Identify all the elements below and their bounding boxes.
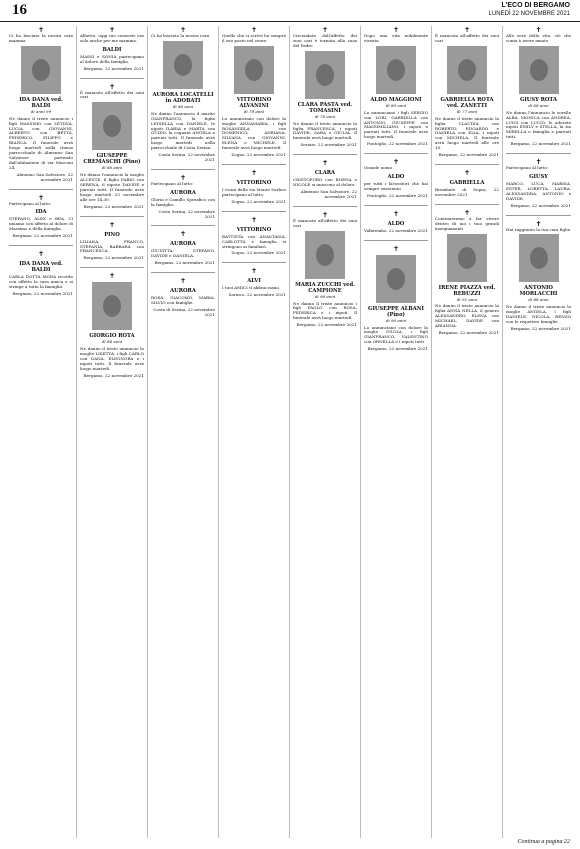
deceased-age: di anni 99 (30, 108, 52, 114)
column (290, 26, 361, 838)
deceased-name: VITTORINO (236, 179, 272, 186)
portrait-silhouette (458, 59, 476, 81)
deceased-name: GIUSY ROTA (519, 96, 558, 103)
notice-place-date: Pontoglio, 22 novembre 2021 (366, 141, 428, 147)
notice-place-date: Costa di Serina, 22 novembre 2021 (153, 306, 215, 317)
notice-divider (9, 245, 73, 246)
masthead (489, 2, 570, 18)
notice-divider (293, 206, 357, 207)
deceased-name: AURORA (170, 189, 196, 196)
page-number: 16 (12, 2, 27, 18)
deceased-age: di 78 anni (314, 113, 336, 119)
deceased-age: di 78 anni (243, 108, 265, 114)
notice-text: Gloria e Camillo Spreafico con la famiglia. (151, 196, 215, 207)
obituary-notice (80, 272, 144, 378)
notice-place-date: Bergamo, 22 novembre 2021 (83, 255, 144, 261)
notice-text: CARLA DOTTA MORA ricorda con affetto la cara amica e si stringe a tutta la famiglia. (9, 274, 73, 289)
notice-place-date: Bergamo, 22 novembre 2021 (12, 233, 73, 239)
obituary-notice (293, 26, 357, 148)
cross-icon: ✝ (251, 267, 257, 276)
notice-text: MASSI e SONIA partecipano al dolore della famiglia. (80, 53, 144, 64)
deceased-age: di 86 anni (172, 103, 194, 109)
obituary-notice (9, 194, 73, 240)
deceased-age: di 89 anni (385, 102, 407, 108)
portrait-photo (376, 46, 416, 94)
column (432, 26, 503, 838)
portrait-photo (21, 46, 61, 94)
notice-text: CRISTOFORO con BOENA e NICOLE si uniscono al dolore. (293, 177, 357, 188)
cross-icon: ✝ (180, 26, 186, 34)
portrait-silhouette (530, 247, 548, 269)
deceased-name: IRENE PIAZZA ved. REBUZZI (438, 284, 496, 297)
portrait-photo (92, 102, 132, 150)
deceased-name: MARIA ZUCCHI ved. CAMPIONE (295, 281, 355, 294)
portrait-photo (234, 46, 274, 94)
publication-date: LUNEDÌ 22 NOVEMBRE 2021 (488, 11, 570, 17)
obituary-notice (364, 158, 428, 199)
notice-divider (222, 164, 286, 165)
portrait-photo (519, 234, 559, 282)
notice-text: ROSA, GIACOMO, MARIA, SILVIO con famiglie. (151, 295, 215, 306)
cross-icon: ✝ (464, 208, 470, 217)
obituary-notice (293, 211, 357, 328)
notice-divider (9, 189, 73, 190)
portrait-silhouette (245, 59, 263, 81)
cross-icon: ✝ (322, 159, 328, 168)
notice-intro: Circondata dall'affetto dei suoi cari è tornata alla casa del Padre (293, 33, 357, 48)
cross-icon: ✝ (393, 26, 399, 34)
notice-divider (435, 204, 499, 205)
notice-place-date: Bergamo, 22 novembre 2021 (154, 260, 215, 266)
deceased-age: di 92 anni (456, 296, 478, 302)
column (6, 26, 77, 838)
notice-place-date: Bergamo, 22 novembre 2021 (296, 322, 357, 328)
notice-intro: Partecipano al lutto: (9, 200, 52, 206)
notice-intro: Continueremo a far vivere dentro di noi i tuoi grandi insegnamenti (435, 215, 499, 231)
deceased-name: AURORA LOCATELLI in ADOBATI (152, 91, 214, 104)
deceased-name: IDA (35, 209, 47, 216)
notice-text: MARCO, LUCA, MARISA, ESTER, LORETTA, LAURA, ALESSANDRA, ANTONIO e DAVIDE. (506, 180, 571, 201)
obituary-notice (151, 230, 215, 266)
notice-text: I vicini della via Monte Sorbeo partecipano al lutto. (222, 186, 286, 197)
cross-icon: ✝ (393, 209, 399, 218)
notice-place-date: Costa Serina, 22 novembre 2021 (158, 208, 215, 219)
cross-icon: ✝ (251, 26, 257, 34)
notice-intro: Ci ha lasciato la nostra cara (151, 33, 210, 38)
portrait-silhouette (530, 59, 548, 81)
deceased-age: di 77 anni (456, 108, 478, 114)
deceased-name: ALDO (387, 220, 405, 227)
notice-divider (151, 169, 215, 170)
cross-icon: ✝ (393, 244, 399, 253)
notice-place-date: Zogno, 22 novembre 2021 (231, 250, 286, 256)
deceased-name: CLARA (314, 170, 336, 177)
notice-text: BATTISTA con ANASTASIA, CARLOTTA e famiglia si stringono ai familiari. (222, 233, 286, 249)
portrait-silhouette (387, 59, 405, 81)
cross-icon: ✝ (535, 26, 542, 34)
cross-icon: ✝ (38, 193, 44, 202)
deceased-name: AURORA (170, 241, 196, 248)
obituary-notice (9, 26, 73, 183)
obituary-notice (364, 26, 428, 147)
notice-intro: Quello che ci scrive ha sempre il suo posto nel cuore. (222, 33, 286, 43)
page-header (0, 0, 580, 22)
deceased-name: GIUSEPPE ALBANI (Pino) (368, 305, 424, 318)
notice-text: Ne danno l'annuncio le sorelle ALBA, MONICA con ANDREA, LUIGI con LUCIO, le adorate nipoti EMILY e STELLA, la zia MIRELLA e famiglia e parenti tutti. (506, 109, 571, 140)
column (361, 26, 432, 838)
notice-intro: Dopo una vita nobilmente vissuta (364, 33, 428, 43)
cross-icon: ✝ (109, 26, 115, 34)
obituary-notice (151, 277, 215, 318)
deceased-name: ALVI (247, 278, 261, 285)
notice-text: Lo annunciano con dolore la moglie GIULIA, i figli GIANFRANCO, VALENTINO con ORNELLA e i nipoti tutti. (364, 324, 428, 345)
notice-place-date: Seriate, 22 novembre 2021 (300, 142, 357, 148)
cross-icon: ✝ (180, 277, 186, 286)
obituary-notice (435, 169, 499, 198)
deceased-age: di 68 anni (528, 102, 549, 108)
notice-place-date: Bergamo, 22 novembre 2021 (367, 346, 428, 352)
obituary-notice (222, 169, 286, 205)
notice-place-date: Costa Serina, 22 novembre 2021 (158, 152, 215, 162)
notice-text: Ne danno il triste annuncio i figli MASSIMO con LETIZIA, LUCIA con GIOVANNI, ALBERTO con BETTA, FEDERICO, FILIPPO e BIANCA. Il funerale avrà luogo martedì nella chiesa parrocchiale di Almenno San Salvatore partendo dall'abitazione di via Marconi 24. (9, 115, 73, 170)
notice-text: Ne danno il triste annuncio la figlia CLAUDIA con ROBERTO, EDOARDO e DANIELA con ELIA, i nipoti con MICHELA. Il funerale avrà luogo martedì alle ore 10. (435, 115, 499, 151)
notice-divider (151, 272, 215, 273)
deceased-name: VITTORINO (236, 226, 272, 233)
notice-place-date: Bergamo, 22 novembre 2021 (12, 290, 73, 296)
cross-icon: ✝ (109, 220, 115, 229)
deceased-name: CLARA PASTA ved. TOMASINI (297, 101, 353, 114)
notice-divider (364, 153, 428, 154)
deceased-name: GABRIELLA (449, 179, 485, 186)
cross-icon: ✝ (464, 168, 470, 177)
portrait-silhouette (103, 115, 121, 137)
cross-icon: ✝ (38, 250, 44, 259)
notice-place-date: Bergamo, 22 novembre 2021 (438, 329, 499, 335)
notice-text: Ne danno il triste annuncio la moglie ANGELA, i figli DANIELE, NICOLA, RENZO con le rispettive famiglie. (506, 304, 571, 325)
obituary-notice (80, 26, 144, 72)
notice-intro: Partecipano al lutto: (151, 180, 194, 186)
obituary-notice (364, 210, 428, 234)
notice-place-date: Bergamo, 22 novembre 2021 (83, 65, 144, 71)
cross-icon: ✝ (322, 210, 328, 219)
obituary-notice (435, 26, 499, 158)
obituary-notice (9, 250, 73, 297)
deceased-name: IDA DANA ved. BALDI (19, 96, 63, 109)
obituary-notice (435, 209, 499, 336)
deceased-name: GIORGIO ROTA (89, 333, 135, 340)
notice-intro: Alberto, oggi tuo consorte era solo anche per me mamma. (80, 33, 144, 43)
cross-icon: ✝ (109, 82, 115, 91)
notice-place-date: Bergamo, 22 novembre 2021 (510, 141, 571, 147)
portrait-silhouette (32, 59, 50, 81)
cross-icon: ✝ (251, 215, 257, 224)
notice-intro: È mancato all'affetto dei suoi cari (80, 89, 144, 100)
notice-intro: Grande uomo (364, 165, 393, 171)
portrait-silhouette (316, 64, 334, 86)
notice-text: Valbrembo, 22 novembre 2021 (364, 227, 428, 233)
obituary-notice (506, 220, 571, 332)
notice-intro: Alle sere della vita, ciò che conta è avere amato (506, 33, 571, 43)
notice-place-date: Bergamo, 22 novembre 2021 (510, 325, 571, 331)
deceased-age: di 84 anni (101, 339, 123, 345)
notice-intro: Hai raggiunto la tua cara figlia (506, 226, 571, 232)
column (148, 26, 219, 838)
notice-intro: Ci ha lasciato la nostra cara mamma (9, 33, 73, 43)
cross-icon: ✝ (180, 230, 186, 239)
deceased-name: PINO (104, 231, 120, 238)
notice-divider (222, 262, 286, 263)
publication-name: L'ECO DI BERGAMO (501, 2, 570, 9)
notice-divider (506, 153, 571, 154)
notice-divider (80, 78, 144, 79)
obituary-notice (151, 174, 215, 220)
cross-icon: ✝ (393, 158, 399, 167)
obituary-columns (6, 26, 574, 838)
notice-divider (506, 215, 571, 216)
obituary-notice (80, 221, 144, 262)
continue-note: Continua a pagina 22 (517, 839, 570, 845)
cross-icon: ✝ (109, 272, 115, 281)
deceased-age: di 86 anni (101, 165, 123, 171)
deceased-name: IDA DANA ved. BALDI (19, 261, 63, 274)
deceased-age: di 88 anni (528, 297, 549, 303)
portrait-silhouette (103, 295, 121, 317)
notice-text: Ne danno il triste annuncio i figli PAOLO con ROSA, FEDERICA e i nipoti. Il funerale avrà luogo martedì. (293, 300, 357, 321)
obituary-notice (293, 159, 357, 200)
notice-text: LILIANA, FRANCO, STEFANIA, BARBARA con FRANCESCA. (80, 238, 144, 254)
notice-text: GIUDITTA, STEFANO, DAVIDE e DANIELA. (151, 248, 215, 259)
notice-divider (293, 154, 357, 155)
notice-intro: Partecipano al lutto: (506, 165, 549, 171)
notice-place-date: Almenno San Salvatore, 22 novembre 2021 (16, 171, 73, 182)
portrait-silhouette (458, 247, 476, 269)
deceased-name: ANTONIO MORLACCHI (519, 285, 558, 298)
notice-place-date: Bergamo, 22 novembre 2021 (438, 152, 499, 158)
notice-divider (222, 211, 286, 212)
portrait-silhouette (387, 268, 405, 290)
portrait-photo (376, 255, 416, 303)
notice-text: Lo annunciano i figli SERGIO con LORI, GABRIELLA con ANTONIO, GIUSEPPE con MASSIMILIANO, i nipoti e parenti tutti. Il funerale avrà luogo martedì. (364, 109, 428, 140)
notice-divider (364, 205, 428, 206)
cross-icon: ✝ (535, 158, 542, 167)
column (219, 26, 290, 838)
deceased-name: GABRIELLA ROTA ved. ZANETTI (440, 96, 494, 109)
notice-place-date: Sarnico, 22 novembre 2021 (228, 292, 286, 298)
notice-divider (435, 164, 499, 165)
notice-text: Ne danno l'annuncio la moglie ALCESTE, il figlio FABIO con SERENA, il nipote DAVIDE e parenti tutti. Il funerale avrà luogo martedì 23 novembre alle ore 14.30. (80, 172, 144, 202)
notice-text: I tuoi AMICI ti abbracciano. (222, 285, 281, 291)
notice-divider (80, 267, 144, 268)
notice-text: STEFANO, ALEX e BEA. Ci uniamo con affetto al dolore di Massimo e della famiglia. (9, 216, 73, 232)
notice-divider (80, 216, 144, 217)
obituary-notice (222, 267, 286, 298)
notice-text: Ne danno l'annuncio il marito GIANFRANCO, la figlia LEDIELLA con DANIELE, le nipoti ILARIA e MARTA con GUIDO, la cognata ANGELA e parenti tutti. Il funerale avrà luogo martedì nella parrocchiale di Costa Serina. (151, 110, 215, 151)
notice-place-date: Bergamo, 22 novembre 2021 (83, 372, 144, 378)
deceased-name: GIUSEPPE CREMASCHI (Pino) (83, 153, 141, 166)
notice-text: Ne danno il triste annuncio la moglie LISETTA, i figli CARLO con DANA, ELEONORA e i nipoti tutti. Il funerale avrà luogo martedì. (80, 346, 144, 371)
deceased-name: BALDI (102, 46, 122, 53)
obituary-notice (364, 245, 428, 352)
portrait-photo (305, 51, 345, 99)
notice-place-date: Almenno San Salvatore, 22 novembre 2021 (300, 188, 357, 199)
notice-place-date: Bergamo, 22 novembre 2021 (510, 202, 571, 208)
notice-intro: È mancata all'affetto dei suoi cari (435, 33, 499, 43)
notice-place-date: Zogno, 22 novembre 2021 (231, 152, 286, 158)
notice-text: Lo annunciano con dolore la moglie ANNAMARIA, i figli ROSANGELA con DOMENICO, ADRIANA, SILVANA con GIOVANNI, ELENA e MICHELE. Il funerale avrà luogo martedì. (222, 115, 286, 151)
notice-divider (364, 240, 428, 241)
notice-intro: È mancata all'affetto dei suoi cari (293, 217, 357, 228)
notice-place-date: Pontoglio, 22 novembre 2021 (366, 192, 428, 198)
portrait-photo (519, 46, 559, 94)
obituary-notice (222, 216, 286, 257)
deceased-name: ALDO (387, 173, 405, 180)
portrait-silhouette (316, 244, 334, 266)
deceased-age: di 90 anni (385, 317, 407, 323)
deceased-name: AURORA (170, 288, 196, 295)
notice-place-date: Bergamo, 22 novembre 2021 (83, 203, 144, 209)
cross-icon: ✝ (322, 26, 328, 34)
notice-text: Ne danno il triste annuncio la figlia ANNA NELLA, il genero ALESSANDRO, ELENA con MICHAEL, DAVIDE con ARIANNA. (435, 303, 499, 329)
notice-place-date: Zogno, 22 novembre 2021 (231, 198, 286, 204)
cross-icon: ✝ (464, 26, 470, 34)
notice-text: Ne danno il triste annuncio la figlia FRANCESCA, i nipoti DAVIDE, SARA e GIULIA. Il funerale avrà luogo martedì. (293, 120, 357, 141)
notice-text: per tutti i lavoratori che hai sempre sostenuto. (364, 180, 428, 191)
portrait-photo (447, 46, 487, 94)
deceased-name: VITTORINO ALVANINI (236, 96, 272, 109)
obituary-notice (222, 26, 286, 158)
cross-icon: ✝ (38, 26, 44, 34)
cross-icon: ✝ (180, 173, 186, 182)
portrait-photo (305, 231, 345, 279)
portrait-silhouette (174, 54, 192, 76)
deceased-name: GIUSY (529, 173, 548, 180)
notice-text: Brembate di Sopra, 22 novembre 2021 (435, 186, 499, 197)
portrait-photo (447, 234, 487, 282)
deceased-age: di 96 anni (314, 293, 336, 299)
column (503, 26, 574, 838)
column (77, 26, 148, 838)
portrait-photo (163, 41, 203, 89)
notice-divider (151, 225, 215, 226)
obituary-notice (506, 158, 571, 208)
obituary-notice (80, 83, 144, 210)
obituary-notice (506, 26, 571, 147)
obituary-notice (151, 26, 215, 163)
cross-icon: ✝ (535, 219, 542, 228)
portrait-photo (92, 282, 132, 330)
deceased-name: ALDO MAGGIONI (370, 96, 422, 103)
cross-icon: ✝ (251, 168, 257, 177)
